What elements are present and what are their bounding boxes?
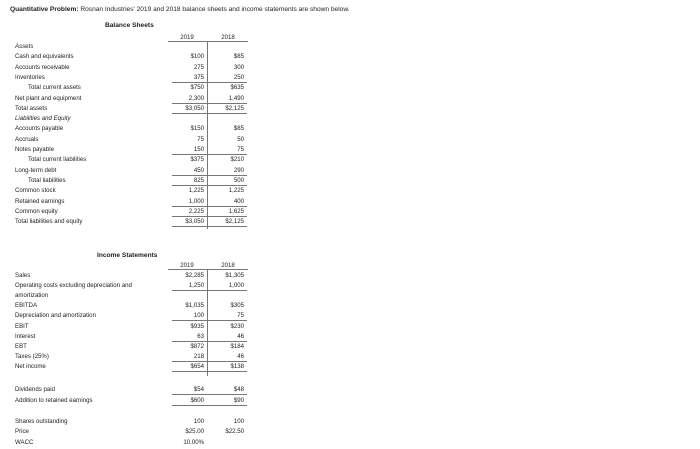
subtotal-rule (172, 361, 247, 362)
value-2019: $600 (190, 396, 204, 404)
row-label: Liabilities and Equity (15, 115, 71, 123)
value-2019: $935 (190, 322, 204, 330)
value-2019: 100 (193, 312, 204, 320)
row-label: Shares outstanding (15, 418, 68, 425)
value-2019: 100 (193, 418, 204, 425)
row-label: Total current assets (28, 84, 81, 92)
row-label: Accounts receivable (15, 63, 70, 71)
value-2018: $48 (233, 386, 244, 393)
row-label: Total assets (15, 104, 48, 112)
value-2018: 75 (237, 146, 244, 153)
value-2019: 2,300 (188, 94, 204, 102)
value-2018: 1,625 (228, 207, 244, 215)
row-label: Net plant and equipment (15, 94, 82, 102)
value-2019: 1,250 (188, 282, 204, 290)
subtotal-rule (172, 103, 247, 104)
value-2018: 1,000 (228, 282, 244, 290)
is-col-2018: 2018 (221, 262, 235, 269)
row-label: Common equity (15, 207, 58, 215)
subtotal-rule (172, 113, 247, 114)
row-label: Total liabilities and equity (15, 218, 83, 226)
subtotal-rule (172, 394, 247, 395)
row-label: Taxes (25%) (15, 352, 49, 360)
row-label: Assets (15, 43, 34, 50)
row-label: Net income (15, 362, 46, 370)
value-2018: 250 (233, 73, 244, 81)
value-2018: 100 (233, 418, 244, 425)
row-label: Price (15, 428, 29, 436)
value-2019: 150 (193, 146, 204, 153)
row-label: EBIT (15, 322, 29, 330)
value-2018: $85 (233, 53, 244, 61)
is-header-rule (168, 269, 248, 270)
row-label: Dividends paid (15, 386, 55, 393)
row-label: Sales (15, 272, 31, 279)
value-2018: $22.50 (225, 428, 244, 436)
value-2018: 400 (233, 197, 244, 205)
row-label: Depreciation and amortization (15, 312, 96, 320)
value-2018: $85 (233, 125, 244, 133)
subtotal-rule (172, 216, 247, 217)
value-2018: 290 (233, 166, 244, 174)
value-2018: $305 (230, 302, 244, 310)
subtotal-rule (172, 371, 247, 372)
value-2019: $375 (190, 156, 204, 164)
is-col-2019: 2019 (180, 262, 194, 269)
value-2018: $2,125 (225, 104, 244, 112)
row-label: Total liabilities (28, 176, 66, 184)
value-2019: 2,225 (188, 207, 204, 215)
row-label: Inventories (15, 73, 45, 81)
subtotal-rule (172, 226, 247, 227)
subtotal-rule (172, 185, 247, 186)
value-2019: 1,000 (188, 197, 204, 205)
subtotal-rule (172, 175, 247, 176)
income-statement-title: Income Statements (97, 252, 158, 259)
value-2018: $635 (230, 84, 244, 92)
value-2019: 218 (193, 352, 204, 360)
row-label: Accruals (15, 135, 39, 143)
bs-header-rule (168, 41, 248, 42)
row-label: Interest (15, 332, 36, 340)
value-2018: 1,225 (228, 187, 244, 195)
value-2019: 63 (197, 332, 204, 340)
row-label: amortization (15, 292, 49, 300)
subtotal-rule (172, 82, 247, 83)
balance-sheet-title: Balance Sheets (105, 22, 154, 29)
value-2018: 50 (237, 135, 244, 143)
row-label: Cash and equivalents (15, 53, 74, 61)
value-2019: $25.00 (185, 428, 204, 436)
value-2019: $654 (190, 362, 204, 370)
row-label: Accounts payable (15, 125, 64, 133)
row-label: EBT (15, 342, 27, 350)
subtotal-rule (172, 206, 247, 207)
subtotal-rule (172, 154, 247, 155)
value-2019: 10.00% (183, 438, 204, 446)
row-label: Notes payable (15, 146, 54, 153)
value-2019: $54 (193, 386, 204, 393)
value-2018: $230 (230, 322, 244, 330)
value-2019: $100 (190, 53, 204, 61)
row-label: Retained earnings (15, 197, 65, 205)
value-2018: $184 (230, 342, 244, 350)
header-bold: Quantitative Problem: (10, 6, 79, 13)
value-2019: $3,050 (185, 104, 204, 112)
value-2019: 375 (193, 73, 204, 81)
value-2018: 300 (233, 63, 244, 71)
value-2019: $750 (190, 84, 204, 92)
value-2019: $2,285 (185, 272, 204, 279)
value-2018: 46 (237, 332, 244, 340)
row-label: Total current liabilities (28, 156, 87, 164)
value-2018: $138 (230, 362, 244, 370)
value-2019: $872 (190, 342, 204, 350)
row-label: Long-term debt (15, 166, 57, 174)
value-2019: 275 (193, 63, 204, 71)
value-2018: 75 (237, 312, 244, 320)
value-2019: 450 (193, 166, 204, 174)
row-label: WACC (15, 438, 34, 446)
value-2018: $210 (230, 156, 244, 164)
row-label: Common stock (15, 187, 56, 195)
value-2019: 75 (197, 135, 204, 143)
value-2019: 1,225 (188, 187, 204, 195)
value-2018: 500 (233, 176, 244, 184)
subtotal-rule (172, 341, 247, 342)
bs-col-2019: 2019 (180, 34, 194, 41)
bs-col-2018: 2018 (221, 34, 235, 41)
is-column-divider (207, 269, 208, 376)
value-2019: $3,050 (185, 218, 204, 226)
value-2018: 46 (237, 352, 244, 360)
row-label: Addition to retained earnings (15, 396, 93, 404)
header-text: Rosnan Industries' 2019 and 2018 balance sheets and income statements are shown below. (80, 6, 350, 13)
value-2018: $1,305 (225, 272, 244, 279)
value-2018: $2,125 (225, 218, 244, 226)
value-2018: 1,490 (228, 94, 244, 102)
subtotal-rule (172, 290, 247, 291)
bs-column-divider (207, 41, 208, 229)
subtotal-rule (172, 320, 247, 321)
value-2019: 825 (193, 176, 204, 184)
value-2018: $90 (233, 396, 244, 404)
row-label: Operating costs excluding depreciation and (15, 282, 132, 290)
problem-header (10, 6, 350, 13)
value-2019: $150 (190, 125, 204, 133)
row-label: EBITDA (15, 302, 38, 310)
value-2019: $1,035 (185, 302, 204, 310)
subtotal-rule (172, 405, 247, 406)
